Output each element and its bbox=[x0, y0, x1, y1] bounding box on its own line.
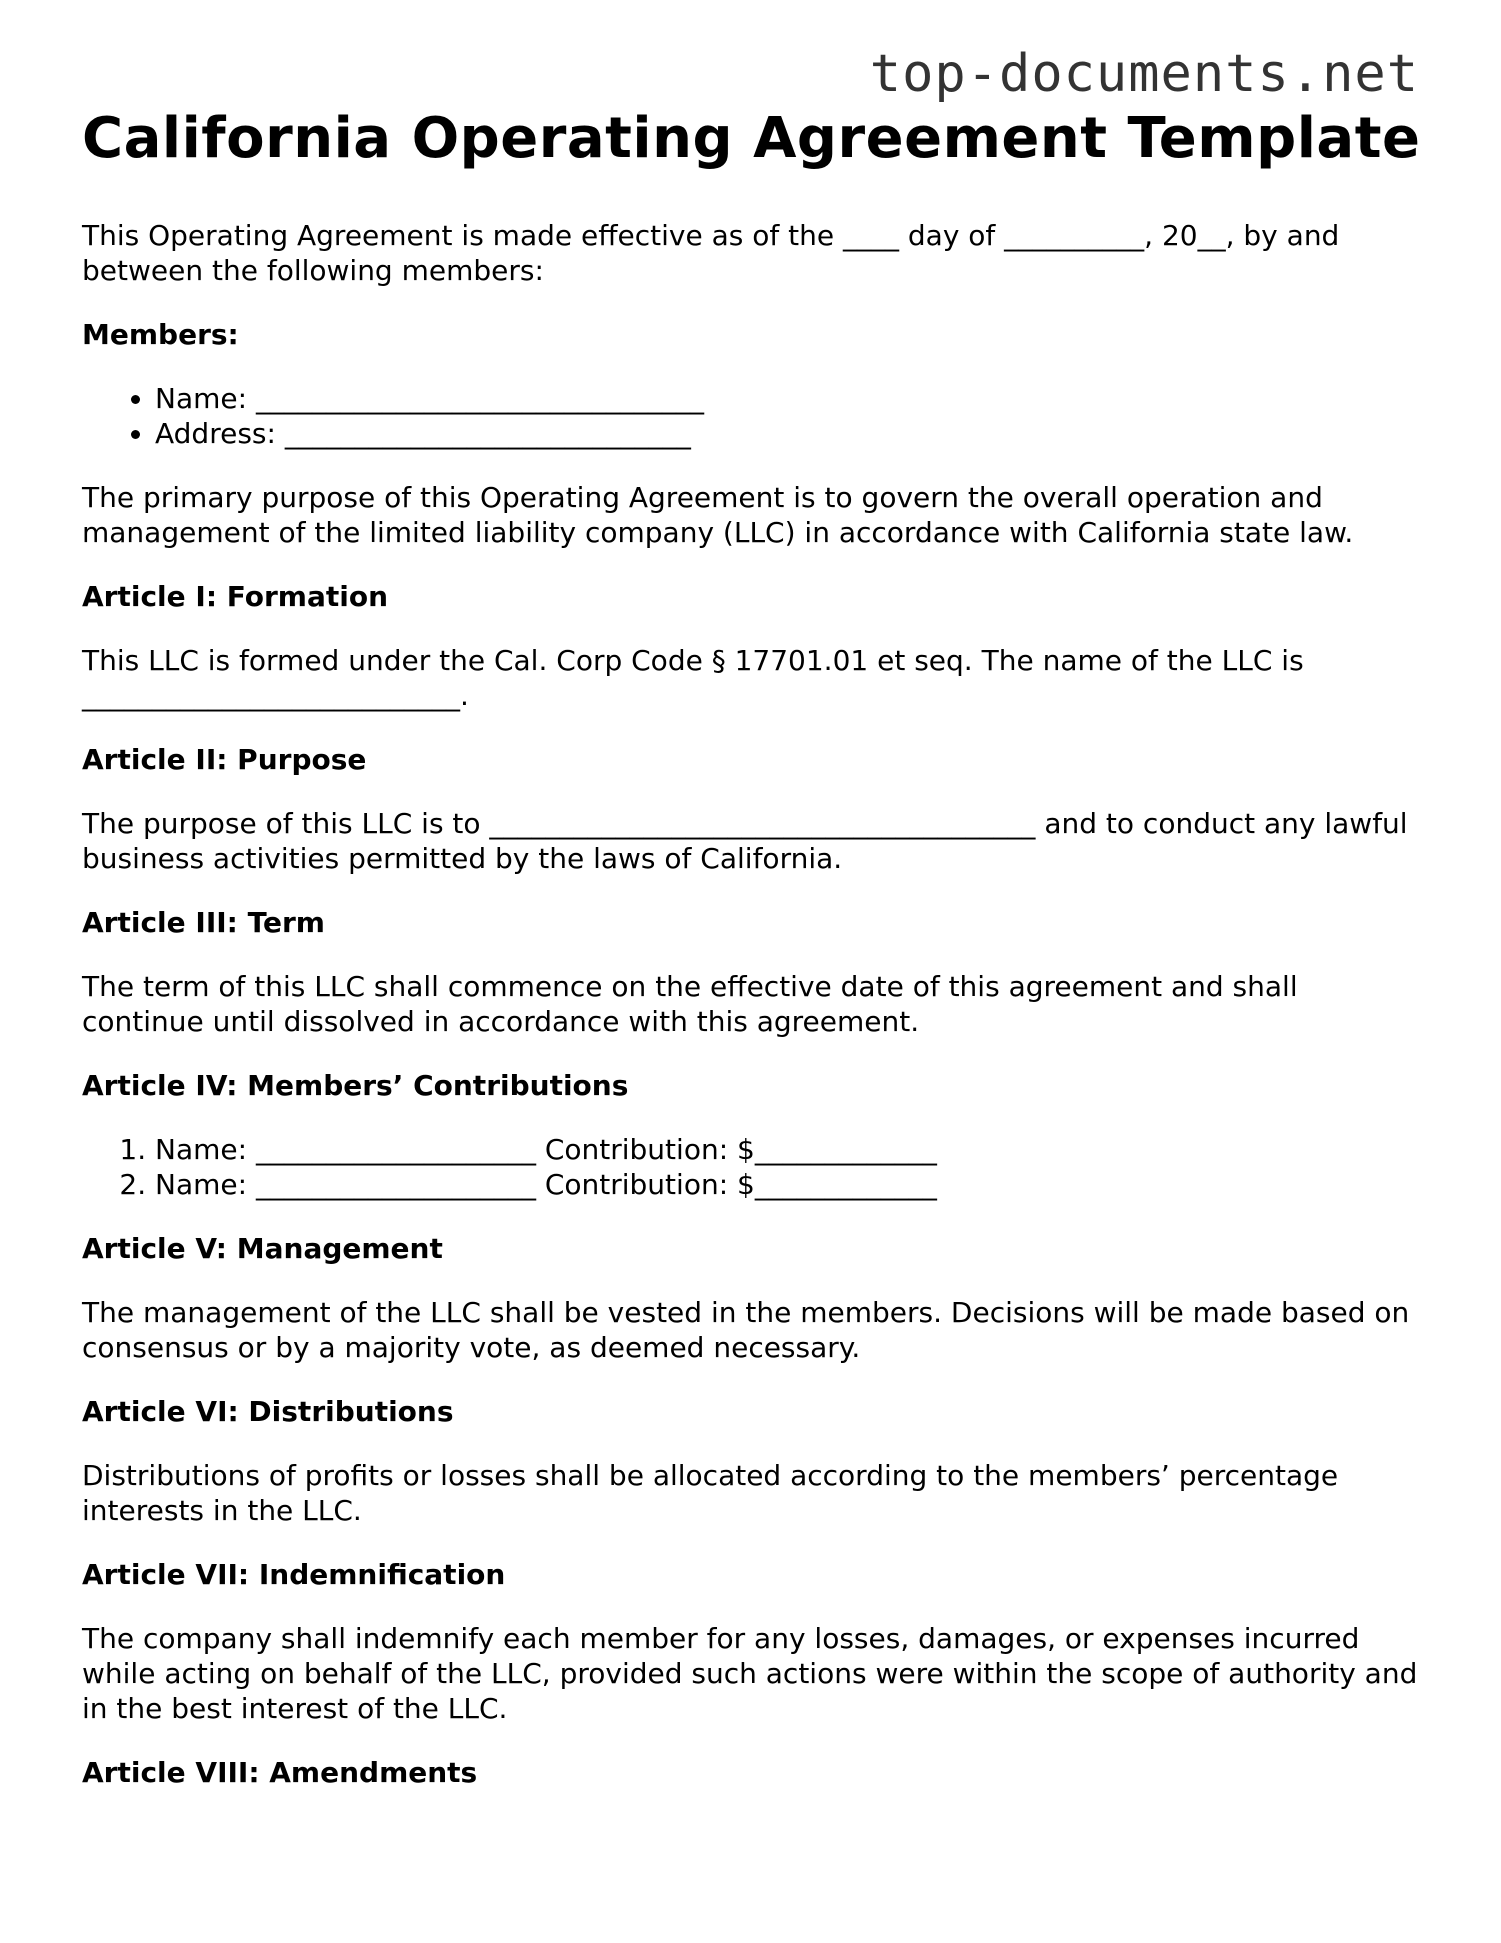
intro-paragraph: This Operating Agreement is made effective as of the ____ day of __________, 20__, by and between the following members: bbox=[82, 219, 1340, 287]
article-7-text: The company shall indemnify each member for any losses, damages, or expenses incurred while acting on behalf of the LLC, provided such actions were within the scope of authority and in the best interest of the LLC. bbox=[82, 1622, 1418, 1725]
site-watermark: top-documents.net bbox=[869, 44, 1419, 104]
contributions-list bbox=[82, 1132, 1422, 1202]
article-3-heading: Article III: Term bbox=[82, 906, 325, 939]
article-1-text: This LLC is formed under the Cal. Corp Code § 17701.01 et seq. The name of the LLC is ___________________________. bbox=[82, 644, 1304, 712]
article-8-heading: Article VIII: Amendments bbox=[82, 1756, 478, 1789]
article-5-text: The management of the LLC shall be vested in the members. Decisions will be made based on consensus or by a majority vote, as deemed necessary. bbox=[82, 1296, 1410, 1364]
document-title: California Operating Agreement Template bbox=[82, 106, 1421, 171]
article-3-text: The term of this LLC shall commence on the effective date of this agreement and shall continue until dissolved in accordance with this agreement. bbox=[82, 970, 1298, 1038]
member-name-line: • Name: ________________________________ bbox=[155, 381, 1422, 416]
article-2-text: The purpose of this LLC is to _______________________________________ and to conduct any lawful business activities permitted by the laws of California. bbox=[82, 807, 1408, 875]
document-page bbox=[82, 104, 1422, 1819]
article-6-heading: Article VI: Distributions bbox=[82, 1395, 454, 1428]
article-4-heading: Article IV: Members’ Contributions bbox=[82, 1069, 629, 1102]
article-5-heading: Article V: Management bbox=[82, 1232, 443, 1265]
article-1-heading: Article I: Formation bbox=[82, 580, 389, 613]
members-heading: Members: bbox=[82, 318, 239, 351]
article-2-heading: Article II: Purpose bbox=[82, 743, 367, 776]
contribution-line: 1. Name: ____________________ Contribution: $_____________ bbox=[155, 1132, 1422, 1167]
members-list bbox=[82, 381, 1422, 451]
article-7-heading: Article VII: Indemnification bbox=[82, 1558, 506, 1591]
purpose-statement: The primary purpose of this Operating Agreement is to govern the overall operation and management of the limited liability company (LLC) in accordance with California state law. bbox=[82, 481, 1354, 549]
article-6-text: Distributions of profits or losses shall be allocated according to the members’ percentage interests in the LLC. bbox=[82, 1459, 1339, 1527]
contribution-line: 2. Name: ____________________ Contribution: $_____________ bbox=[155, 1167, 1422, 1202]
member-address-line: • Address: _____________________________ bbox=[155, 416, 1422, 451]
